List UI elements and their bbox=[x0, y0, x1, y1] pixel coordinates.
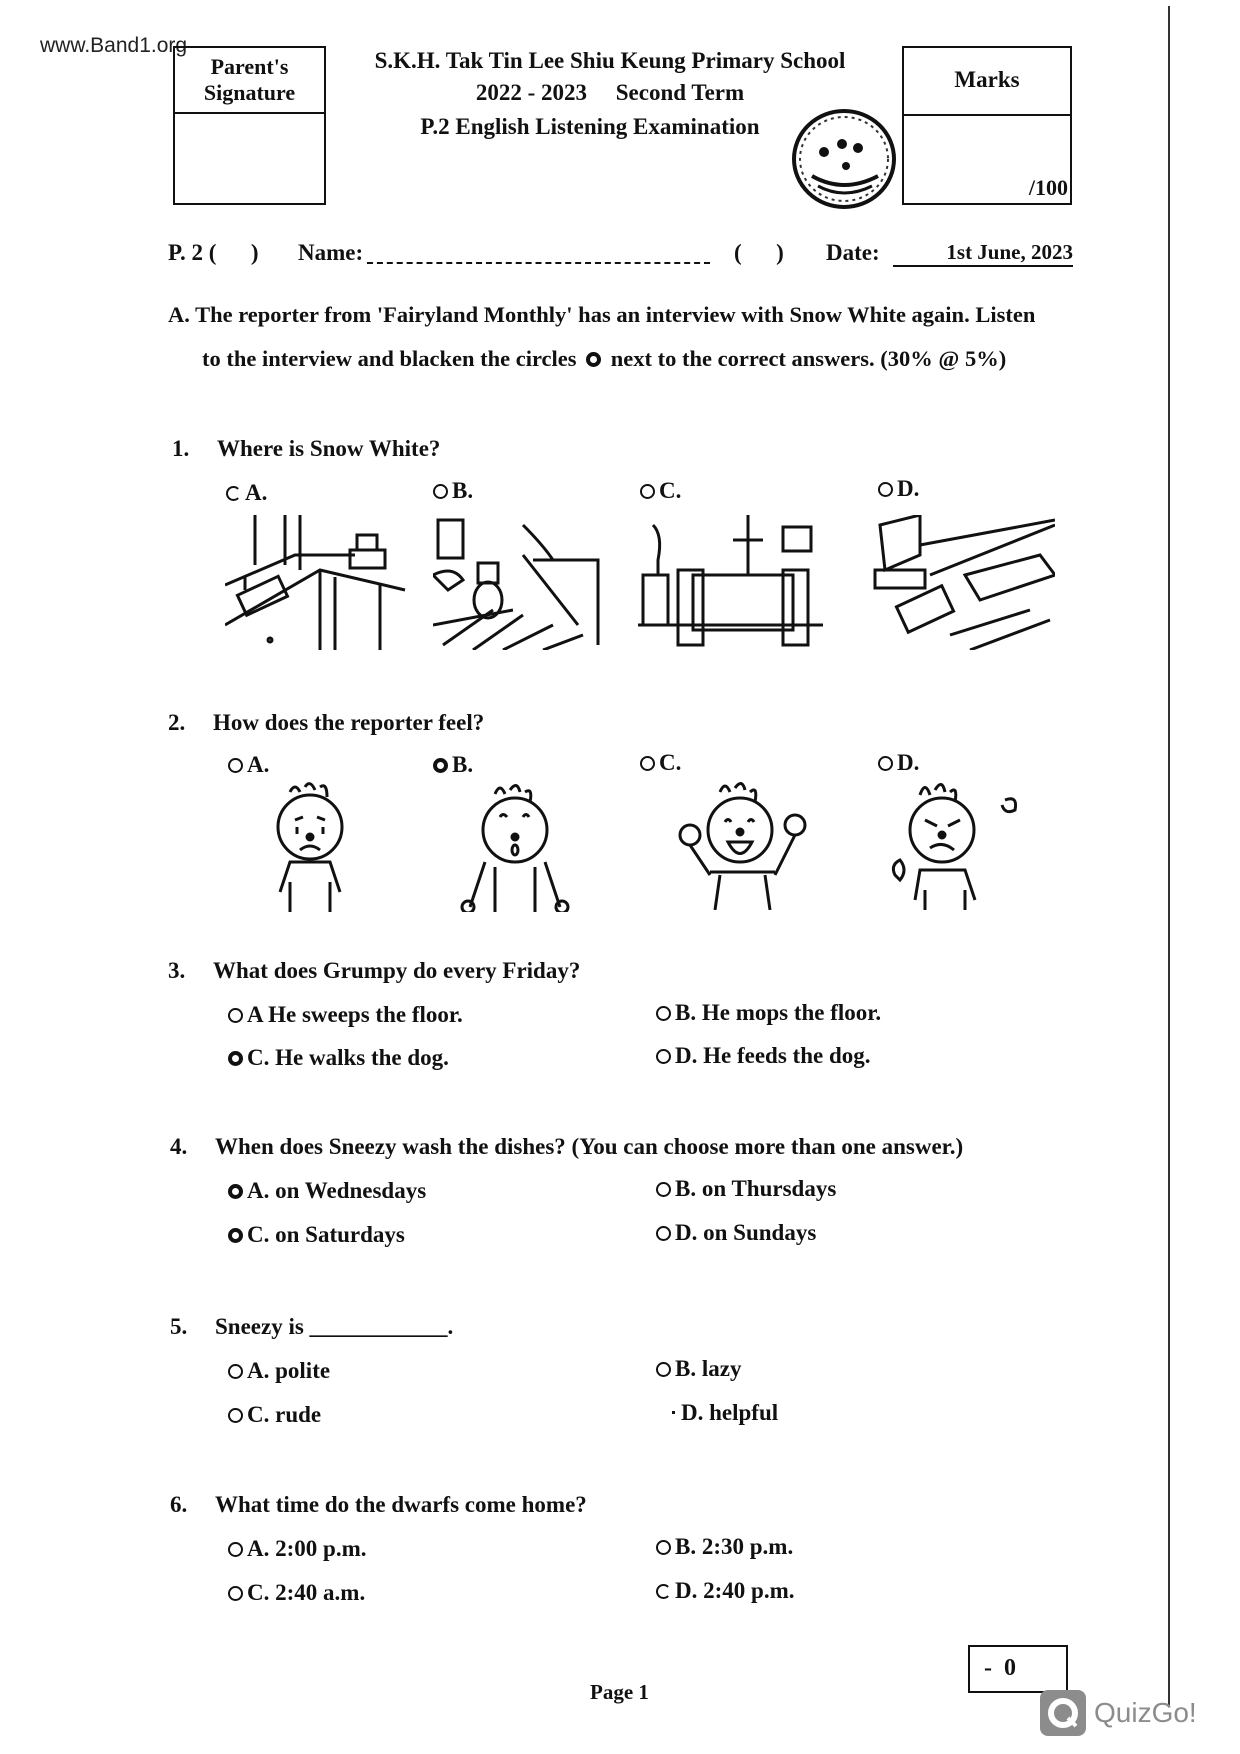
option-circle-icon[interactable] bbox=[228, 1408, 243, 1423]
option-circle-icon[interactable] bbox=[228, 1542, 243, 1557]
q1-option-a[interactable]: A. bbox=[226, 480, 267, 506]
question-3: 3. What does Grumpy do every Friday? bbox=[168, 958, 581, 983]
q2-option-b[interactable]: B. bbox=[433, 752, 473, 778]
option-circle-icon[interactable] bbox=[228, 1364, 243, 1379]
kitchen-picture bbox=[225, 515, 410, 650]
happy-face-picture bbox=[670, 780, 810, 910]
q3-option-d[interactable]: D. He feeds the dog. bbox=[656, 1043, 871, 1069]
q2-option-c[interactable]: C. bbox=[640, 750, 681, 776]
class-number-field[interactable]: ( ) bbox=[734, 240, 784, 265]
question-5: 5. Sneezy is ____________. bbox=[170, 1314, 454, 1339]
instruction-text-after: next to the correct answers. (30% @ 5%) bbox=[610, 346, 1007, 371]
quizgo-logo-icon bbox=[1040, 1690, 1086, 1736]
option-circle-icon[interactable] bbox=[656, 1540, 671, 1555]
question-6: 6. What time do the dwarfs come home? bbox=[170, 1492, 587, 1517]
page-number: Page 1 bbox=[590, 1680, 649, 1704]
living-room-picture bbox=[870, 515, 1055, 650]
watermark-site: www.Band1.org bbox=[40, 34, 188, 57]
sad-face-picture bbox=[255, 782, 395, 912]
q5-option-d[interactable]: D. helpful bbox=[672, 1400, 778, 1426]
q4-option-a[interactable]: A. on Wednesdays bbox=[228, 1178, 426, 1204]
exam-title: P.2 English Listening Examination bbox=[420, 114, 760, 139]
q1-option-c[interactable]: C. bbox=[640, 478, 681, 504]
instruction-text-before: to the interview and blacken the circles bbox=[202, 346, 577, 371]
q5-option-c[interactable]: C. rude bbox=[228, 1402, 321, 1428]
dining-room-picture bbox=[638, 515, 823, 650]
q6-option-d[interactable]: D. 2:40 p.m. bbox=[656, 1578, 795, 1604]
section-a-instruction-line2 bbox=[202, 346, 1006, 372]
option-circle-icon[interactable] bbox=[656, 1182, 671, 1197]
option-circle-icon[interactable] bbox=[640, 484, 655, 499]
option-circle-icon[interactable] bbox=[656, 1049, 671, 1064]
date-label: Date: bbox=[826, 240, 880, 265]
option-circle-icon[interactable] bbox=[433, 758, 448, 773]
option-circle-icon[interactable] bbox=[433, 484, 448, 499]
surprised-face-picture bbox=[455, 782, 595, 912]
quizgo-watermark bbox=[1040, 1690, 1197, 1736]
option-circle-icon[interactable] bbox=[226, 486, 241, 501]
option-circle-icon[interactable] bbox=[228, 1051, 243, 1066]
option-circle-icon[interactable] bbox=[878, 482, 893, 497]
q6-option-a[interactable]: A. 2:00 p.m. bbox=[228, 1536, 367, 1562]
q6-option-c[interactable]: C. 2:40 a.m. bbox=[228, 1580, 365, 1606]
q3-option-a[interactable]: A He sweeps the floor. bbox=[228, 1002, 463, 1028]
option-circle-icon[interactable] bbox=[228, 1008, 243, 1023]
quizgo-brand-text: QuizGo! bbox=[1094, 1697, 1197, 1728]
class-label: P. 2 ( ) bbox=[168, 240, 259, 265]
q4-option-d[interactable]: D. on Sundays bbox=[656, 1220, 816, 1246]
option-circle-icon[interactable] bbox=[228, 758, 243, 773]
name-field[interactable] bbox=[367, 262, 710, 264]
option-circle-icon[interactable] bbox=[228, 1586, 243, 1601]
option-circle-icon[interactable] bbox=[656, 1362, 671, 1377]
q4-option-b[interactable]: B. on Thursdays bbox=[656, 1176, 836, 1202]
school-name: S.K.H. Tak Tin Lee Shiu Keung Primary School bbox=[374, 48, 846, 73]
year-term: 2022 - 2023 Second Term bbox=[475, 80, 745, 105]
parent-signature-label: Parent's Signature bbox=[175, 48, 324, 114]
option-circle-icon[interactable] bbox=[878, 756, 893, 771]
marks-total: /100 bbox=[1028, 175, 1068, 200]
question-2: 2. How does the reporter feel? bbox=[168, 710, 485, 735]
option-circle-icon[interactable] bbox=[640, 756, 655, 771]
option-circle-icon[interactable] bbox=[228, 1228, 243, 1243]
school-mascot-logo bbox=[790, 108, 898, 210]
question-1: 1. Where is Snow White? bbox=[172, 436, 441, 461]
margin-rule bbox=[1168, 6, 1170, 1706]
option-circle-icon[interactable] bbox=[656, 1006, 671, 1021]
q5-option-b[interactable]: B. lazy bbox=[656, 1356, 741, 1382]
q2-option-d[interactable]: D. bbox=[878, 750, 919, 776]
angry-face-picture bbox=[890, 780, 1030, 910]
marks-label: Marks bbox=[904, 48, 1070, 116]
q4-option-c[interactable]: C. on Saturdays bbox=[228, 1222, 405, 1248]
section-a-instruction-line1: A. The reporter from 'Fairyland Monthly' has an interview with Snow White again. Listen bbox=[168, 302, 1036, 327]
question-4: 4. When does Sneezy wash the dishes? (You can choose more than one answer.) bbox=[170, 1134, 964, 1159]
q1-option-d[interactable]: D. bbox=[878, 476, 919, 502]
q5-option-a[interactable]: A. polite bbox=[228, 1358, 330, 1384]
option-circle-icon[interactable] bbox=[672, 1411, 675, 1414]
q1-option-b[interactable]: B. bbox=[433, 478, 473, 504]
q6-option-b[interactable]: B. 2:30 p.m. bbox=[656, 1534, 793, 1560]
date-value: 1st June, 2023 bbox=[893, 240, 1073, 267]
option-circle-icon[interactable] bbox=[228, 1184, 243, 1199]
marks-box bbox=[902, 46, 1072, 205]
name-label: Name: bbox=[298, 240, 364, 265]
option-circle-icon[interactable] bbox=[656, 1584, 671, 1599]
q2-option-a[interactable]: A. bbox=[228, 752, 269, 778]
q3-option-b[interactable]: B. He mops the floor. bbox=[656, 1000, 881, 1026]
bathroom-picture bbox=[433, 515, 618, 650]
option-circle-icon[interactable] bbox=[656, 1226, 671, 1241]
answer-circle-icon bbox=[586, 352, 601, 367]
q3-option-c[interactable]: C. He walks the dog. bbox=[228, 1045, 449, 1071]
page-score-box: - 0 bbox=[968, 1645, 1068, 1693]
